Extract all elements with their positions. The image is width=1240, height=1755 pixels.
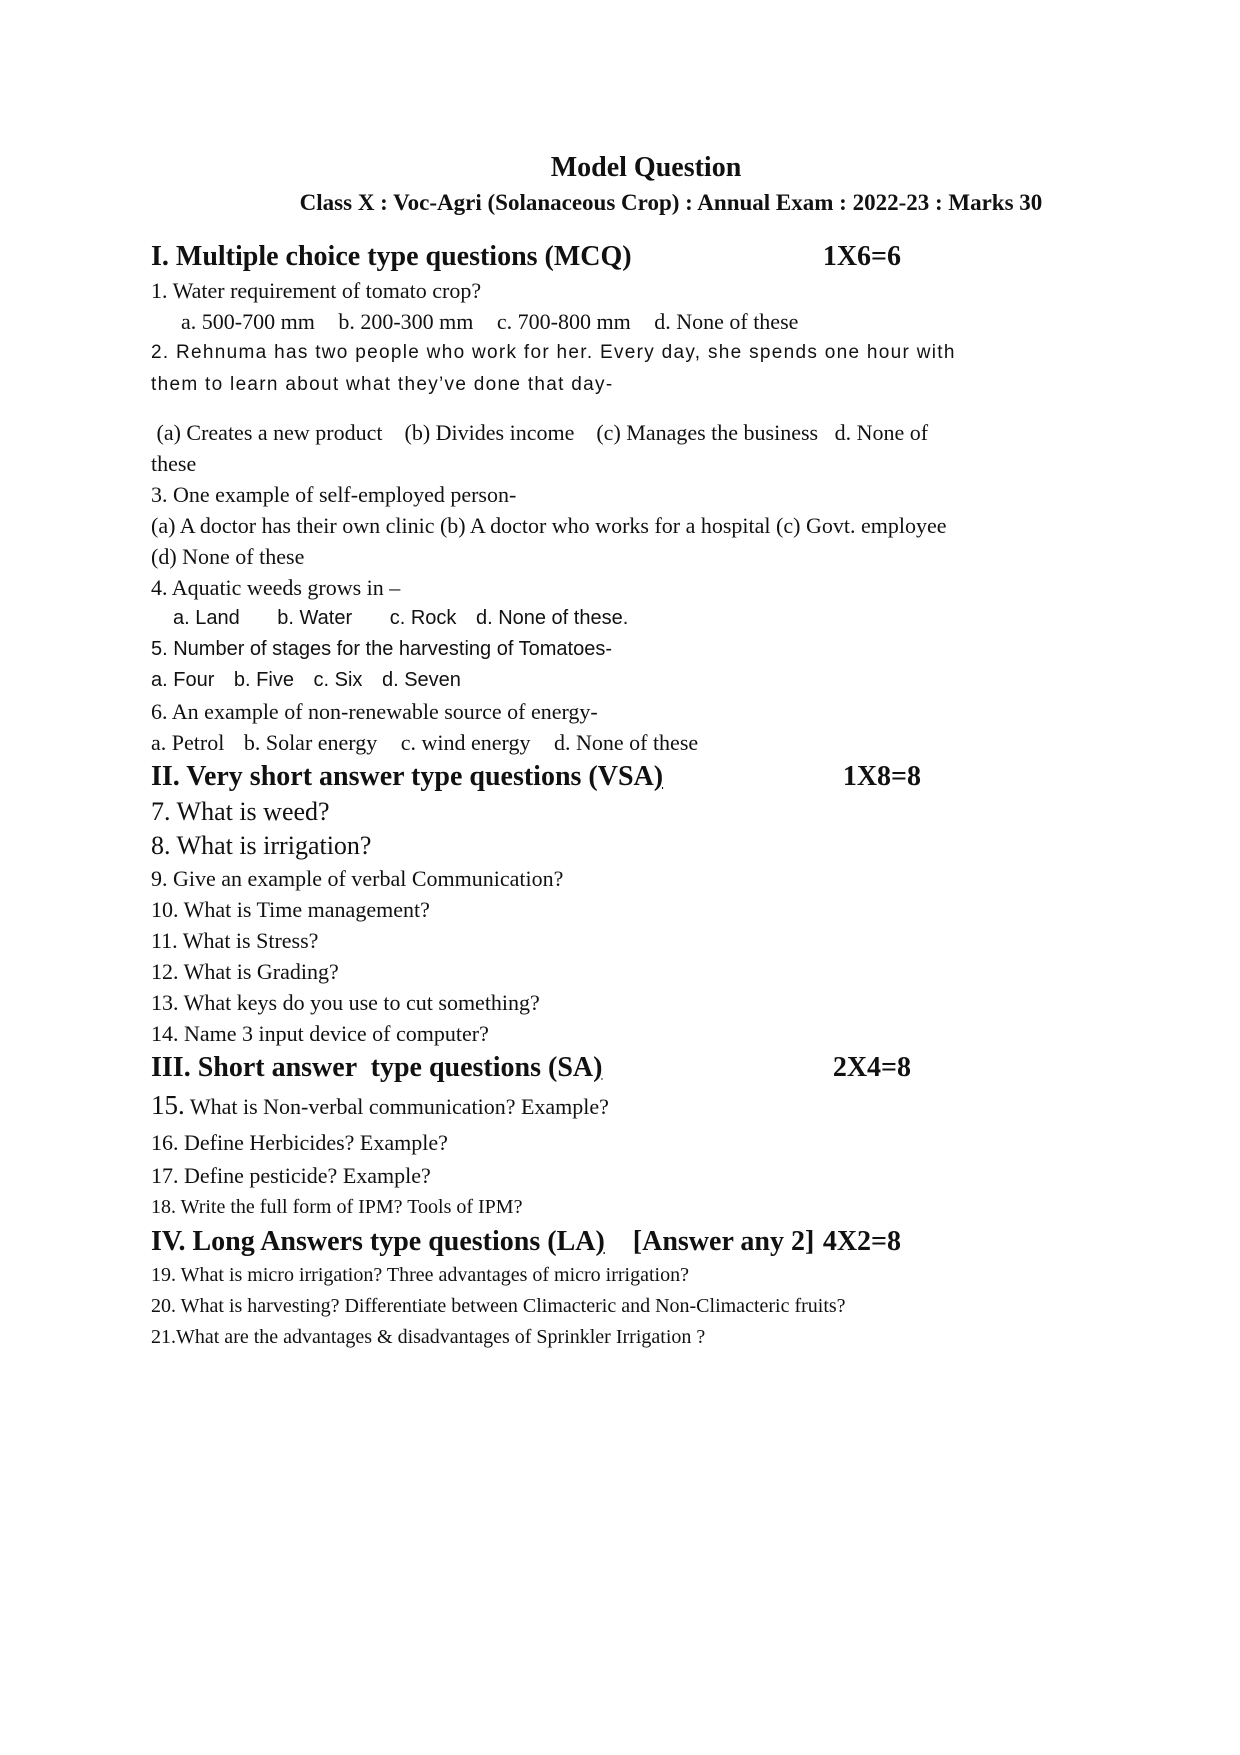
question-9: 9. Give an example of verbal Communication? bbox=[151, 866, 564, 891]
section-1-heading bbox=[151, 238, 1081, 275]
question-2-options-line-2: these bbox=[151, 451, 197, 476]
question-3-options-line-1: (a) A doctor has their own clinic (b) A doctor who works for a hospital (c) Govt. employee bbox=[151, 513, 947, 538]
section-1-marks: 1X6=6 bbox=[822, 241, 901, 272]
question-3-options-line-2: (d) None of these bbox=[151, 544, 305, 569]
question-18: 18. Write the full form of IPM? Tools of IPM? bbox=[151, 1196, 523, 1218]
section-4-instruction: [Answer any 2] bbox=[604, 1226, 815, 1257]
option-d: d. Seven bbox=[381, 669, 461, 691]
option-b: b. 200-300 mm bbox=[338, 309, 474, 334]
section-3-heading bbox=[151, 1049, 1081, 1086]
question-15-number: 15. bbox=[151, 1090, 185, 1120]
question-14: 14. Name 3 input device of computer? bbox=[151, 1021, 489, 1046]
question-2-options-line-1 bbox=[151, 417, 1081, 448]
question-20: 20. What is harvesting? Differentiate between Climacteric and Non-Climacteric fruits? bbox=[151, 1295, 846, 1317]
question-4-options bbox=[151, 603, 1081, 634]
exam-subtitle: Class X : Voc-Agri (Solanaceous Crop) : Annual Exam : 2022-23 : Marks 30 bbox=[299, 190, 1043, 215]
question-5: 5. Number of stages for the harvesting of Tomatoes- bbox=[151, 638, 612, 660]
question-2-options-text: (a) Creates a new product (b) Divides income (c) Manages the business d. None of bbox=[156, 420, 929, 445]
option-c: c. wind energy bbox=[400, 730, 531, 755]
option-d: d. None of these bbox=[654, 309, 799, 334]
question-5-options bbox=[151, 665, 1081, 696]
section-4-marks: 4X2=8 bbox=[822, 1226, 901, 1257]
question-4: 4. Aquatic weeds grows in – bbox=[151, 575, 401, 600]
question-1-options bbox=[151, 306, 1081, 337]
section-3-title bbox=[151, 1049, 602, 1086]
option-d: d. None of these. bbox=[475, 607, 629, 629]
option-b: b. Five bbox=[233, 669, 294, 691]
question-6: 6. An example of non-renewable source of energy- bbox=[151, 699, 598, 724]
question-21: 21.What are the advantages & disadvantages of Sprinkler Irrigation ? bbox=[151, 1326, 706, 1348]
question-2-line-1: 2. Rehnuma has two people who work for her. Every day, she spends one hour with bbox=[151, 342, 956, 363]
section-3-title-text: III. Short answer type questions (SA bbox=[151, 1052, 594, 1083]
section-1-title: I. Multiple choice type questions (MCQ) bbox=[151, 241, 632, 272]
section-2-marks: 1X8=8 bbox=[842, 761, 921, 792]
page-title: Model Question bbox=[550, 152, 742, 183]
question-19: 19. What is micro irrigation? Three advantages of micro irrigation? bbox=[151, 1264, 689, 1286]
section-4-heading bbox=[151, 1223, 1081, 1260]
question-15 bbox=[151, 1086, 1081, 1126]
section-4-title-end: ) bbox=[595, 1226, 605, 1257]
option-c: c. 700-800 mm bbox=[496, 309, 631, 334]
option-a: a. Petrol bbox=[151, 730, 225, 755]
question-3: 3. One example of self-employed person- bbox=[151, 482, 517, 507]
question-12: 12. What is Grading? bbox=[151, 959, 339, 984]
question-13: 13. What keys do you use to cut something? bbox=[151, 990, 540, 1015]
section-2-title bbox=[151, 758, 663, 795]
section-3-title-end: ) bbox=[593, 1052, 603, 1083]
option-b: b. Solar energy bbox=[243, 730, 378, 755]
option-a: a. Four bbox=[151, 669, 215, 691]
question-15-text: What is Non-verbal communication? Example? bbox=[184, 1094, 609, 1119]
section-3-marks: 2X4=8 bbox=[832, 1052, 911, 1083]
option-c: c. Rock bbox=[389, 607, 457, 629]
question-17: 17. Define pesticide? Example? bbox=[151, 1163, 431, 1188]
option-c: c. Six bbox=[313, 669, 363, 691]
option-a: a. Land bbox=[173, 607, 240, 629]
question-16: 16. Define Herbicides? Example? bbox=[151, 1130, 448, 1155]
question-2-line-2: them to learn about what they’ve done that day- bbox=[151, 374, 614, 395]
question-11: 11. What is Stress? bbox=[151, 928, 319, 953]
section-2-title-text: II. Very short answer type questions (VSA bbox=[151, 761, 654, 792]
question-10: 10. What is Time management? bbox=[151, 897, 430, 922]
question-paper bbox=[151, 148, 1081, 1353]
option-a: a. 500-700 mm bbox=[181, 309, 315, 334]
section-4-title bbox=[151, 1223, 814, 1260]
question-7: 7. What is weed? bbox=[151, 797, 330, 826]
question-8: 8. What is irrigation? bbox=[151, 831, 372, 860]
section-2-title-end: ) bbox=[653, 761, 664, 792]
question-6-options bbox=[151, 727, 1081, 758]
option-b: b. Water bbox=[277, 607, 353, 629]
option-d: d. None of these bbox=[553, 730, 699, 755]
section-2-heading bbox=[151, 758, 1081, 795]
question-1: 1. Water requirement of tomato crop? bbox=[151, 278, 482, 303]
section-4-title-text: IV. Long Answers type questions (LA bbox=[151, 1226, 596, 1257]
